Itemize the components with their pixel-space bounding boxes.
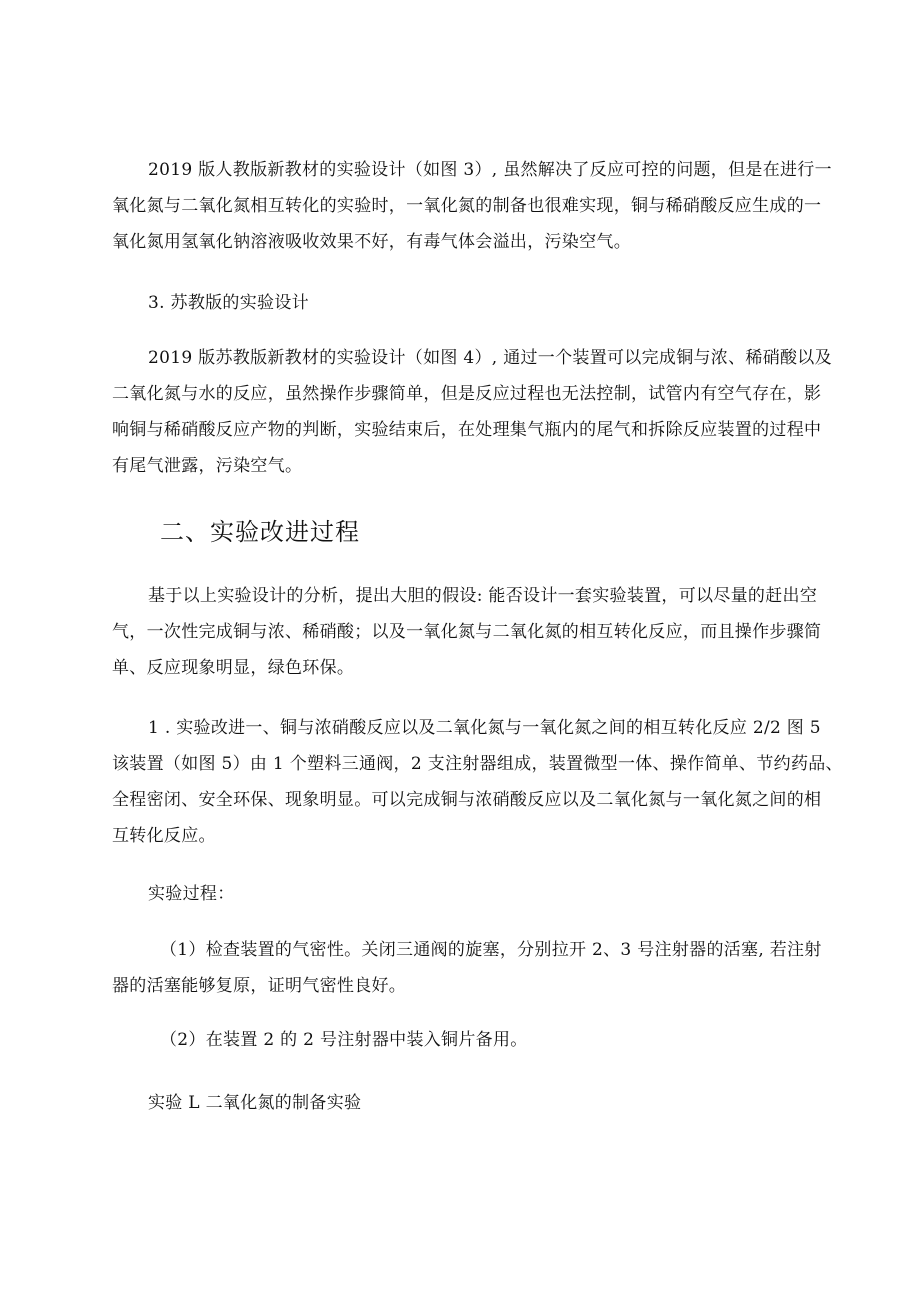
paragraph-improvement-one: [112, 710, 843, 854]
text-line: 全程密闭、安全环保、现象明显。可以完成铜与浓硝酸反应以及二氧化氮与一氧化氮之间的相: [112, 790, 822, 810]
paragraph-hypothesis: [112, 578, 822, 686]
text-line: 二氧化氮与水的反应，虽然操作步骤简单，但是反应过程也无法控制，试管内有空气存在，影: [112, 384, 822, 404]
text-line: 氧化氮用氢氧化钠溶液吸收效果不好，有毒气体会溢出，污染空气。: [112, 232, 631, 252]
text-line: 1 . 实验改进一、铜与浓硝酸反应以及二氧化氮与一氧化氮之间的相互转化反应 2/2 图 5: [148, 718, 821, 738]
text-line: 单、反应现象明显，绿色环保。: [112, 658, 355, 678]
paragraph-renjiao-design: [112, 152, 832, 260]
paragraph-step-2: [112, 1022, 812, 1058]
text-line: 互转化反应。: [112, 826, 216, 846]
text-line: （1）检查装置的气密性。关闭三通阀的旋塞，分别拉开 2、3 号注射器的活塞, 若注射: [160, 940, 822, 960]
subheading-sujiao: [112, 285, 812, 321]
text-line: 器的活塞能够复原，证明气密性良好。: [112, 976, 407, 996]
text-line: 有尾气泄露，污染空气。: [112, 456, 303, 476]
paragraph-experiment-1: [112, 1085, 812, 1121]
text-line: 响铜与稀硝酸反应产物的判断，实验结束后，在处理集气瓶内的尾气和拆除反应装置的过程中: [112, 420, 822, 440]
text-line: 2019 版人教版新教材的实验设计（如图 3）, 虽然解决了反应可控的问题，但是在进行一: [148, 160, 832, 180]
text-line: 3. 苏教版的实验设计: [148, 293, 309, 313]
text-line: 气，一次性完成铜与浓、稀硝酸；以及一氧化氮与二氧化氮的相互转化反应，而且操作步骤简: [112, 622, 822, 642]
text-line: 基于以上实验设计的分析，提出大胆的假设: 能否设计一套实验装置，可以尽量的赶出空: [148, 586, 818, 606]
text-line: 实验过程：: [148, 884, 235, 904]
paragraph-step-1: [112, 932, 822, 1004]
paragraph-sujiao-design: [112, 340, 832, 484]
text-line: 2019 版苏教版新教材的实验设计（如图 4）, 通过一个装置可以完成铜与浓、稀硝酸以及: [148, 348, 832, 368]
text-line: 该装置（如图 5）由 1 个塑料三通阀，2 支注射器组成，装置微型一体、操作简单、节约药品、: [112, 754, 843, 774]
text-line: 实验 L 二氧化氮的制备实验: [148, 1093, 362, 1113]
section-heading: 二、实验改进过程: [160, 518, 360, 546]
paragraph-process-label: [112, 876, 812, 912]
text-line: （2）在装置 2 的 2 号注射器中装入铜片备用。: [160, 1030, 528, 1050]
text-line: 氧化氮与二氧化氮相互转化的实验时，一氧化氮的制备也很难实现，铜与稀硝酸反应生成的一: [112, 196, 822, 216]
